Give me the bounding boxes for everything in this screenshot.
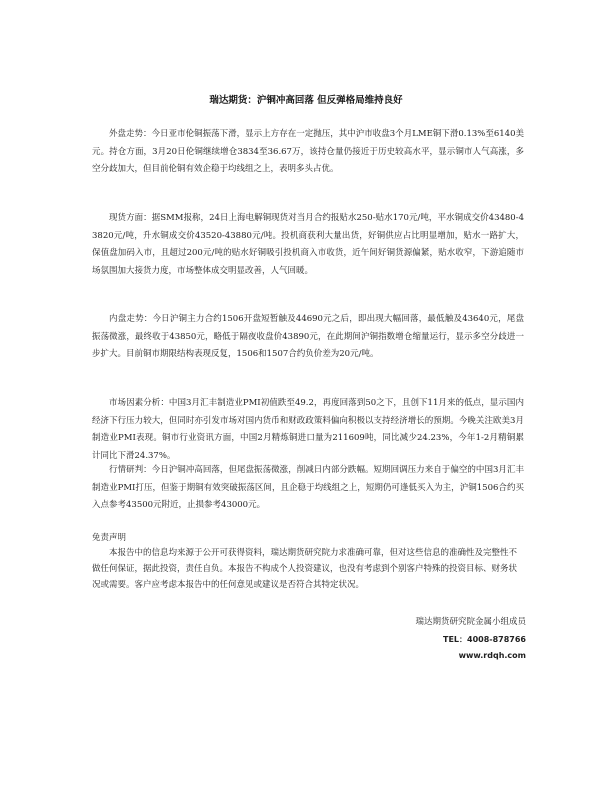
paragraph-spot-market: 现货方面：据SMM报称，24日上海电解铜现货对当月合约报贴水250-贴水170元/吨，平水铜成交价43480-43820元/吨，升水铜成交价43520-43880元/吨。投机商获利大量出货，好铜供应占比明显增加，贴水一路扩大，保值盘加码入市，且超过200元/吨的贴水好铜吸引投机商入市收货，近午间好铜货源偏紧，贴水收窄，下游追随市场氛围加大接货力度，市场整体成交明显改善，人气回暖。 xyxy=(92,213,524,276)
disclaimer-text: 本报告中的信息均来源于公开可获得资料，瑞达期货研究院力求准确可靠，但对这些信息的准确性及完整性不做任何保证，据此投资，责任自负。本报告不构成个人投资建议，也没有考虑到个别客户特殊的投资目标、财务状况或需要。客户应考虑本报告中的任何意见或建议是否符合其特定状况。 xyxy=(92,548,518,590)
paragraph-market-factors: 市场因素分析：中国3月汇丰制造业PMI初值跌至49.2，再度回落到50之下，且创下11月来的低点，显示国内经济下行压力较大，但同时亦引发市场对国内货币和财政政策料偏向积极以支持经济增长的预期。今晚关注欧美3月制造业PMI表现。铜市行业资讯方面，中国2月精炼铜进口量为211609吨，同比减少24.23%，今年1-2月精铜累计同比下滑24.37%。 xyxy=(92,398,524,461)
footer-website[interactable]: www.rdqh.com xyxy=(458,651,526,660)
document-title: 瑞达期货：沪铜冲高回落 但反弹格局维持良好 xyxy=(209,95,403,106)
footer-organization: 瑞达期货研究院金属小组成员 xyxy=(415,617,526,627)
paragraph-domestic-market: 内盘走势：今日沪铜主力合约1506开盘短暂触及44690元之后，即出现大幅回落，最低触及43640元，尾盘振荡微涨，最终收于43850元，略低于隔夜收盘价43890元，在此期间沪铜指数增仓缩量运行，显示多空分歧进一步扩大。目前铜市期限结构表现反复，1506和1507合约负价差为20元/吨。 xyxy=(92,314,524,359)
paragraph-external-market: 外盘走势：今日亚市伦铜振荡下滑，显示上方存在一定抛压，其中沪市收盘3个月LME铜下滑0.13%至6140美元。持仓方面，3月20日伦铜继续增仓3834至36.67万，该持仓量仍接近于历史较高水平，显示铜市人气高涨，多空分歧加大，但目前伦铜有效企稳于均线组之上，表明多头占优。 xyxy=(92,129,524,174)
paragraph-outlook: 行情研判：今日沪铜冲高回落，但尾盘振荡微涨，削减日内部分跌幅。短期回调压力来自于偏空的中国3月汇丰制造业PMI打压，但鉴于期铜有效突破振荡区间，且企稳于均线组之上，短期仍可逢低买入为主，沪铜1506合约买入点参考43500元附近，止损参考43000元。 xyxy=(92,465,524,510)
footer-phone: TEL：4008-878766 xyxy=(442,635,526,644)
disclaimer-heading: 免责声明 xyxy=(92,533,127,543)
